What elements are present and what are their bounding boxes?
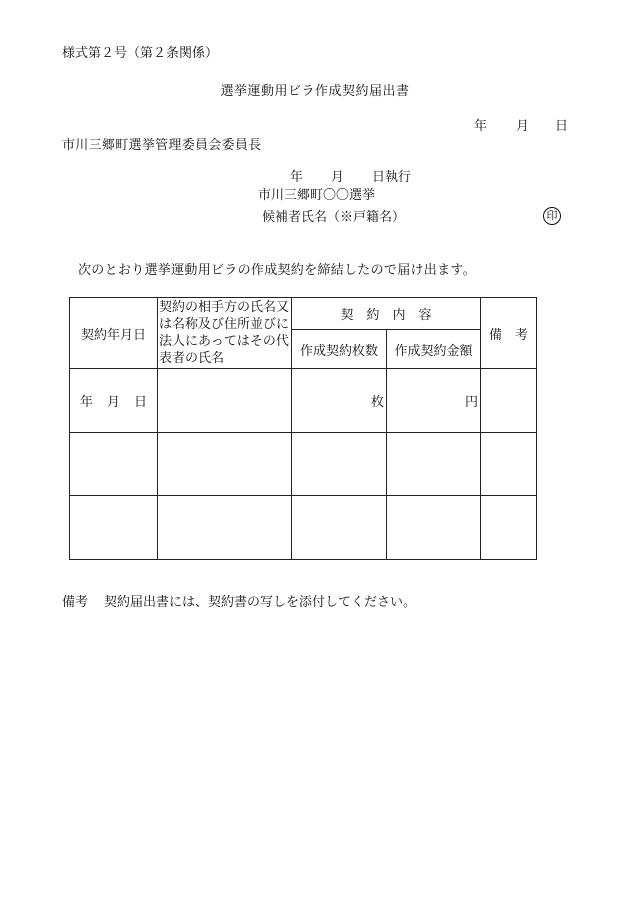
header-contract-date: 契約年月日 [70, 298, 158, 369]
execution-year-label: 年 [290, 170, 304, 185]
date-month-label: 月 [516, 119, 530, 134]
contract-table [69, 297, 537, 560]
table-header-row [70, 298, 537, 330]
row-amount-cell[interactable]: 円 [387, 369, 481, 433]
table-row [70, 369, 537, 433]
election-name: 市川三郷町〇〇選挙 [258, 188, 376, 203]
candidate-name-label: 候補者氏名（※戸籍名） [262, 210, 406, 225]
row-party-cell[interactable] [158, 369, 292, 433]
date-year-label: 年 [474, 119, 488, 134]
row-date-cell[interactable] [70, 496, 158, 560]
header-contract-content: 契 約 内 容 [292, 298, 481, 330]
row-party-cell[interactable] [158, 496, 292, 560]
seal-mark-icon: 印 [543, 207, 561, 225]
row-amount-cell[interactable] [387, 433, 481, 496]
row-party-cell[interactable] [158, 433, 292, 496]
table-row [70, 496, 537, 560]
document-title: 選挙運動用ビラ作成契約届出書 [220, 84, 410, 99]
row-date-month: 月 [106, 395, 120, 410]
note-text: 契約届出書には、契約書の写しを添付してください。 [104, 595, 417, 610]
header-contract-amount: 作成契約金額 [387, 330, 481, 369]
row-date-cell[interactable] [70, 369, 158, 433]
row-remarks-cell[interactable] [481, 433, 537, 496]
header-remarks: 備 考 [481, 298, 537, 369]
row-sheets-cell[interactable]: 枚 [292, 369, 387, 433]
row-remarks-cell[interactable] [481, 369, 537, 433]
table-row [70, 433, 537, 496]
row-sheets-cell[interactable] [292, 496, 387, 560]
intro-statement: 次のとおり選挙運動用ビラの作成契約を締結したので届け出ます。 [78, 263, 476, 278]
addressee: 市川三郷町選挙管理委員会委員長 [62, 138, 262, 153]
note-label: 備考 [62, 595, 89, 610]
header-sheet-count: 作成契約枚数 [292, 330, 387, 369]
row-remarks-cell[interactable] [481, 496, 537, 560]
execution-day-label: 日執行 [372, 170, 412, 185]
row-date-year: 年 [79, 395, 93, 410]
header-contract-party: 契約の相手方の氏名又は名称及び住所並びに法人にあってはその代表者の氏名 [158, 298, 292, 369]
row-amount-cell[interactable] [387, 496, 481, 560]
date-day-label: 日 [555, 119, 569, 134]
row-sheets-cell[interactable] [292, 433, 387, 496]
form-number: 様式第２号（第２条関係） [62, 46, 219, 61]
execution-month-label: 月 [331, 170, 345, 185]
row-date-day: 日 [134, 395, 148, 410]
row-date-cell[interactable] [70, 433, 158, 496]
